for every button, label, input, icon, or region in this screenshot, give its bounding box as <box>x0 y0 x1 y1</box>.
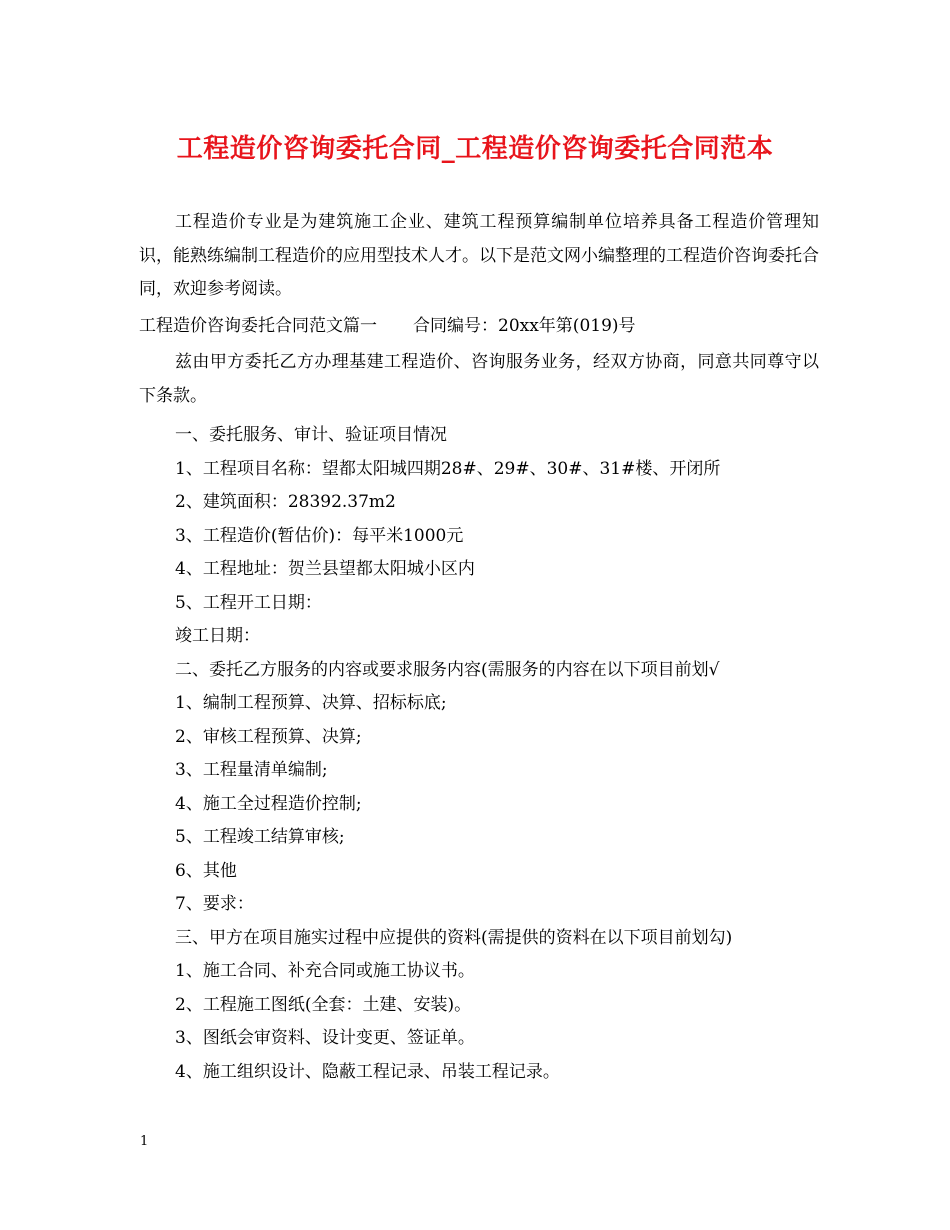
list-item: 4、施工组织设计、隐蔽工程记录、吊装工程记录。 <box>175 1061 560 1082</box>
list-item: 7、要求： <box>175 894 254 914</box>
list-item: 5、工程竣工结算审核; <box>175 827 345 847</box>
contract-number: 合同编号：20xx年第(019)号 <box>413 316 636 336</box>
preamble-paragraph: 兹由甲方委托乙方办理基建工程造价、咨询服务业务，经双方协商，同意共同尊守以下条款。 <box>139 352 819 406</box>
list-item: 4、施工全过程造价控制; <box>175 793 362 814</box>
list-item: 竣工日期： <box>175 626 260 646</box>
list-item: 1、编制工程预算、决算、招标标底; <box>175 693 447 713</box>
document-title: 工程造价咨询委托合同_工程造价咨询委托合同范本 <box>176 134 774 164</box>
clause-heading-1: 一、委托服务、审计、验证项目情况 <box>175 425 447 445</box>
list-item: 6、其他 <box>175 860 237 881</box>
section-heading: 工程造价咨询委托合同范文篇一 <box>139 316 377 336</box>
list-item: 3、工程造价(暂估价)：每平米1000元 <box>175 525 464 546</box>
list-item: 4、工程地址：贺兰县望都太阳城小区内 <box>175 559 475 579</box>
clause-heading-3: 三、甲方在项目施实过程中应提供的资料(需提供的资料在以下项目前划勾) <box>175 927 733 948</box>
clause-list <box>175 419 732 1089</box>
list-item: 1、施工合同、补充合同或施工协议书。 <box>175 961 475 981</box>
clause-heading-2: 二、委托乙方服务的内容或要求服务内容(需服务的内容在以下项目前划√ <box>175 659 720 680</box>
list-item: 2、工程施工图纸(全套：土建、安装)。 <box>175 994 472 1015</box>
intro-paragraph: 工程造价专业是为建筑施工企业、建筑工程预算编制单位培养具备工程造价管理知识，能熟练编制工程造价的应用型技术人才。以下是范文网小编整理的工程造价咨询委托合同，欢迎参考阅读。 <box>139 212 819 299</box>
section-heading-line <box>139 315 636 337</box>
list-item: 5、工程开工日期： <box>175 592 322 613</box>
list-item: 2、建筑面积：28392.37m2 <box>175 492 396 512</box>
list-item: 1、工程项目名称：望都太阳城四期28#、29#、30#、31#楼、开闭所 <box>175 458 721 479</box>
list-item: 3、工程量清单编制; <box>175 760 328 780</box>
page-number: 1 <box>140 1134 149 1149</box>
list-item: 3、图纸会审资料、设计变更、签证单。 <box>175 1028 475 1048</box>
list-item: 2、审核工程预算、决算; <box>175 726 362 747</box>
